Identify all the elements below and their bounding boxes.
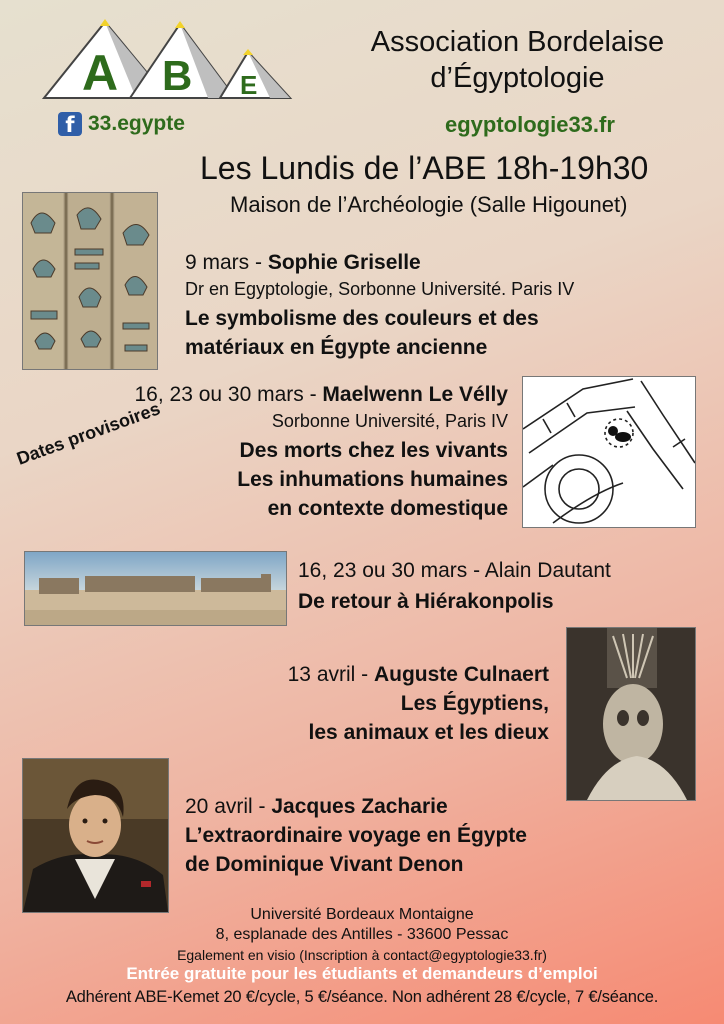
venue: Maison de l’Archéologie (Salle Higounet) (230, 192, 628, 217)
talk-date: 20 avril - (185, 795, 272, 818)
talk-title-line: Les Égyptiens, (400, 692, 549, 715)
talk-title-line: Des morts chez les vivants (239, 439, 508, 462)
facebook-handle: 33.egypte (88, 112, 185, 135)
website-link[interactable]: egyptologie33.fr (445, 112, 615, 137)
talk-title-line: en contexte domestique (267, 497, 508, 520)
association-line-1: Association Bordelaise (370, 26, 665, 58)
talk-2 (0, 382, 508, 523)
talk-title-line: Les inhumations humaines (237, 468, 508, 491)
talk-title-line: Le symbolisme des couleurs et des (185, 307, 539, 330)
talk-1 (185, 250, 574, 362)
talk-speaker: Auguste Culnaert (373, 663, 549, 686)
facebook-link[interactable] (58, 112, 185, 136)
abe-logo (40, 14, 295, 110)
hieroglyphs-image (22, 192, 158, 370)
hierakonpolis-image (24, 551, 287, 626)
animal-gods-image (566, 627, 696, 801)
talk-title-line: de Dominique Vivant Denon (185, 853, 464, 876)
association-line-2: d’Égyptologie (430, 62, 605, 94)
provisional-dates-label: Dates provisoires (14, 398, 163, 469)
denon-portrait-image (22, 758, 169, 913)
university-name: Université Bordeaux Montaigne (250, 906, 474, 923)
talk-date: 16, 23 ou 30 mars - (134, 383, 323, 406)
talk-speaker: Sophie Griselle (267, 251, 421, 274)
association-name (320, 24, 715, 96)
series-title: Les Lundis de l’ABE 18h-19h30 (200, 150, 649, 186)
burial-plan-image (522, 376, 696, 528)
talk-affiliation: Sorbonne Université, Paris IV (271, 411, 508, 431)
logo-letter-b: B (162, 52, 193, 99)
visio-info: Egalement en visio (Inscription à contact@egyptologie33.fr) (177, 947, 547, 963)
talk-speaker: Maelwenn Le Vélly (322, 383, 508, 406)
talk-date: 13 avril - (287, 663, 374, 686)
talk-title-line: De retour à Hiérakonpolis (298, 590, 554, 613)
talk-5 (185, 794, 527, 879)
talk-title-line: L’extraordinaire voyage en Égypte (185, 824, 527, 847)
talk-date: 16, 23 ou 30 mars - Alain Dautant (298, 559, 611, 582)
logo-letter-e: E (240, 70, 258, 100)
talk-date: 9 mars - (185, 251, 268, 274)
facebook-icon: f (58, 112, 82, 136)
talk-affiliation: Dr en Egyptologie, Sorbonne Université. Paris IV (185, 279, 575, 299)
talk-4 (0, 662, 549, 747)
talk-speaker: Jacques Zacharie (271, 795, 448, 818)
talk-3 (298, 558, 611, 616)
address: 8, esplanade des Antilles - 33600 Pessac (215, 926, 509, 943)
free-entry-notice: Entrée gratuite pour les étudiants et demandeurs d’emploi (126, 964, 598, 983)
price-info: Adhérent ABE-Kemet 20 €/cycle, 5 €/séance. Non adhérent 28 €/cycle, 7 €/séance. (65, 988, 659, 1006)
logo-letter-a: A (82, 45, 119, 101)
talk-title-line: les animaux et les dieux (308, 721, 549, 744)
talk-title-line: matériaux en Égypte ancienne (185, 336, 488, 359)
